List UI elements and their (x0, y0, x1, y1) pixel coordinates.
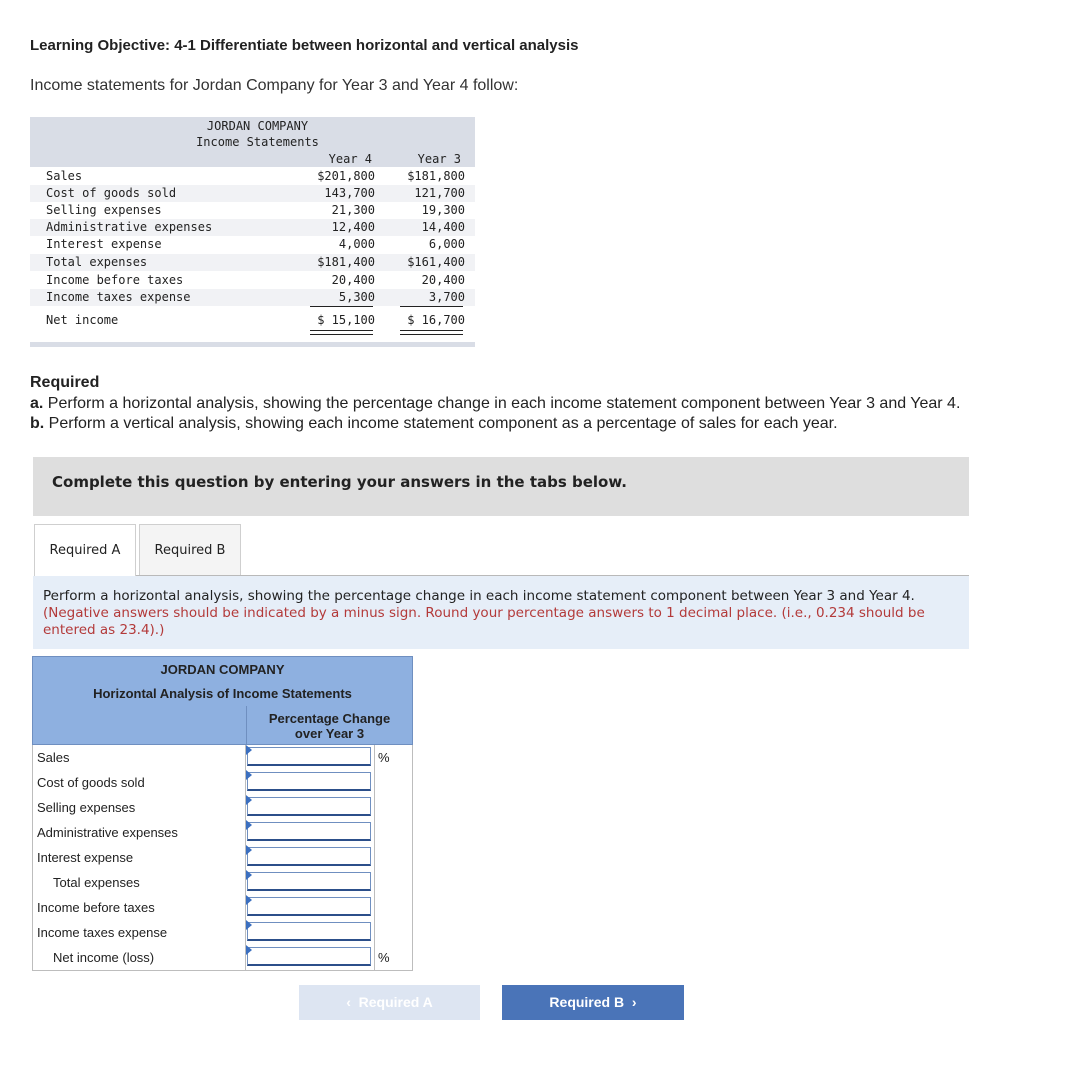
chevron-left-icon: ‹ (346, 994, 351, 1010)
percent-symbol: % (378, 750, 390, 765)
year3-value: $181,800 (407, 169, 465, 183)
year3-value: 3,700 (428, 290, 465, 304)
table-row (32, 845, 413, 871)
input-marker-icon (246, 945, 252, 955)
required-b-label: b. (30, 415, 45, 432)
year3-value: 20,400 (421, 273, 465, 287)
statement-row (30, 312, 475, 329)
table-title-header (32, 682, 413, 707)
row-label: Income before taxes (46, 273, 184, 287)
tab-label: Required A (49, 543, 121, 558)
underline (400, 306, 463, 307)
col-header-line2: over Year 3 (294, 726, 365, 741)
year4-value: $201,800 (317, 169, 375, 183)
year3-value: 6,000 (428, 237, 465, 251)
row-label: Sales (37, 750, 70, 765)
intro-text: Income statements for Jordan Company for Year 3 and Year 4 follow: (30, 77, 519, 94)
required-a-text: Perform a horizontal analysis, showing the percentage change in each income statement component between Year 3 and Year 4. (47, 395, 961, 412)
input-cell (245, 945, 375, 970)
required-b-text: Perform a vertical analysis, showing each income statement component as a percentage of sales for each year. (48, 415, 838, 432)
row-label: Selling expenses (37, 800, 136, 815)
instructions-main: Perform a horizontal analysis, showing the percentage change in each income statement component between Year 3 and Year 4. (43, 588, 915, 604)
double-underline (400, 330, 463, 335)
statement-company: JORDAN COMPANY (206, 119, 309, 133)
instructions-note: (Negative answers should be indicated by a minus sign. Round your percentage answers to 1 decimal place. (i.e., 0.234 should be entered as 23.4).) (43, 605, 925, 638)
year4-value: 5,300 (338, 290, 375, 304)
next-required-b-button[interactable] (502, 985, 684, 1020)
admin-pct-input[interactable] (247, 822, 371, 841)
income-before-taxes-pct-input[interactable] (247, 897, 371, 916)
year3-value: 121,700 (414, 186, 465, 200)
interest-pct-input[interactable] (247, 847, 371, 866)
total-expenses-pct-input[interactable] (247, 872, 371, 891)
year4-value: 143,700 (324, 186, 375, 200)
year3-value: 19,300 (421, 203, 465, 217)
year3-value: $161,400 (407, 255, 465, 269)
required-title: Required (30, 374, 100, 391)
statement-row (30, 236, 475, 253)
input-marker-icon (246, 895, 252, 905)
next-label: Required B (549, 994, 625, 1010)
table-row (32, 870, 413, 896)
input-marker-icon (246, 745, 252, 755)
statement-row (30, 202, 475, 219)
row-label: Net income (46, 313, 119, 327)
year4-value: 4,000 (338, 237, 375, 251)
year3-value: 14,400 (421, 220, 465, 234)
row-label: Administrative expenses (37, 825, 178, 840)
statement-row (30, 185, 475, 202)
net-income-pct-input[interactable] (247, 947, 371, 966)
year4-value: 21,300 (331, 203, 375, 217)
statement-row (30, 272, 475, 289)
table-company: JORDAN COMPANY (160, 662, 285, 677)
year3-value: $ 16,700 (407, 313, 465, 327)
underline (310, 306, 373, 307)
cogs-pct-input[interactable] (247, 772, 371, 791)
col-header-line1: Percentage Change (268, 711, 391, 726)
row-label: Selling expenses (46, 203, 162, 217)
table-row (32, 895, 413, 921)
row-label: Income taxes expense (37, 925, 168, 940)
statement-row (30, 289, 475, 306)
row-label: Income taxes expense (46, 290, 191, 304)
input-cell (245, 870, 375, 895)
table-row (32, 920, 413, 946)
input-cell (245, 745, 375, 770)
tab-required-a[interactable] (34, 524, 136, 576)
selling-pct-input[interactable] (247, 797, 371, 816)
required-a-label: a. (30, 395, 44, 412)
prev-required-a-button[interactable] (299, 985, 480, 1020)
sales-pct-input[interactable] (247, 747, 371, 766)
input-marker-icon (246, 870, 252, 880)
tab-instructions (33, 576, 969, 649)
statement-row (30, 219, 475, 236)
year4-value: $ 15,100 (317, 313, 375, 327)
percent-symbol: % (378, 950, 390, 965)
statement-subtitle: Income Statements (196, 135, 319, 149)
input-marker-icon (246, 795, 252, 805)
chevron-right-icon: › (631, 994, 637, 1010)
row-label: Total expenses (53, 875, 140, 890)
input-cell (245, 820, 375, 845)
instruction-banner (33, 457, 969, 516)
income-statement-table (30, 117, 475, 347)
row-label: Administrative expenses (46, 220, 213, 234)
row-label: Interest expense (37, 850, 134, 865)
year4-value: $181,400 (317, 255, 375, 269)
input-cell (245, 895, 375, 920)
row-label: Cost of goods sold (46, 186, 177, 200)
year4-value: 12,400 (331, 220, 375, 234)
required-b (30, 415, 838, 433)
row-label: Cost of goods sold (37, 775, 145, 790)
input-marker-icon (246, 920, 252, 930)
year4-header: Year 4 (328, 152, 372, 166)
year3-header: Year 3 (417, 152, 461, 166)
required-a (30, 395, 960, 413)
table-row (32, 795, 413, 821)
input-marker-icon (246, 770, 252, 780)
year4-value: 20,400 (331, 273, 375, 287)
row-label: Interest expense (46, 237, 162, 251)
table-company-header (32, 656, 413, 683)
input-cell (245, 845, 375, 870)
table-row (32, 820, 413, 846)
tab-required-b[interactable] (139, 524, 241, 575)
input-cell (245, 920, 375, 945)
prev-label: Required A (358, 994, 433, 1010)
input-cell (245, 770, 375, 795)
input-cell (245, 795, 375, 820)
table-title: Horizontal Analysis of Income Statements (93, 686, 352, 701)
banner-text: Complete this question by entering your answers in the tabs below. (52, 473, 627, 491)
statement-row (30, 254, 475, 271)
tab-label: Required B (154, 543, 226, 558)
table-column-header (32, 706, 413, 745)
income-taxes-pct-input[interactable] (247, 922, 371, 941)
row-label: Net income (loss) (53, 950, 155, 965)
table-row (32, 770, 413, 796)
input-marker-icon (246, 845, 252, 855)
table-row (32, 745, 413, 771)
learning-objective: Learning Objective: 4-1 Differentiate between horizontal and vertical analysis (30, 37, 579, 54)
row-label: Total expenses (46, 255, 148, 269)
double-underline (310, 330, 373, 335)
row-label: Sales (46, 169, 83, 183)
row-label: Income before taxes (37, 900, 155, 915)
input-marker-icon (246, 820, 252, 830)
statement-footer (30, 342, 475, 347)
percentage-change-header (246, 706, 412, 744)
statement-row (30, 168, 475, 185)
table-row (32, 945, 413, 971)
horizontal-analysis-table (32, 656, 413, 973)
